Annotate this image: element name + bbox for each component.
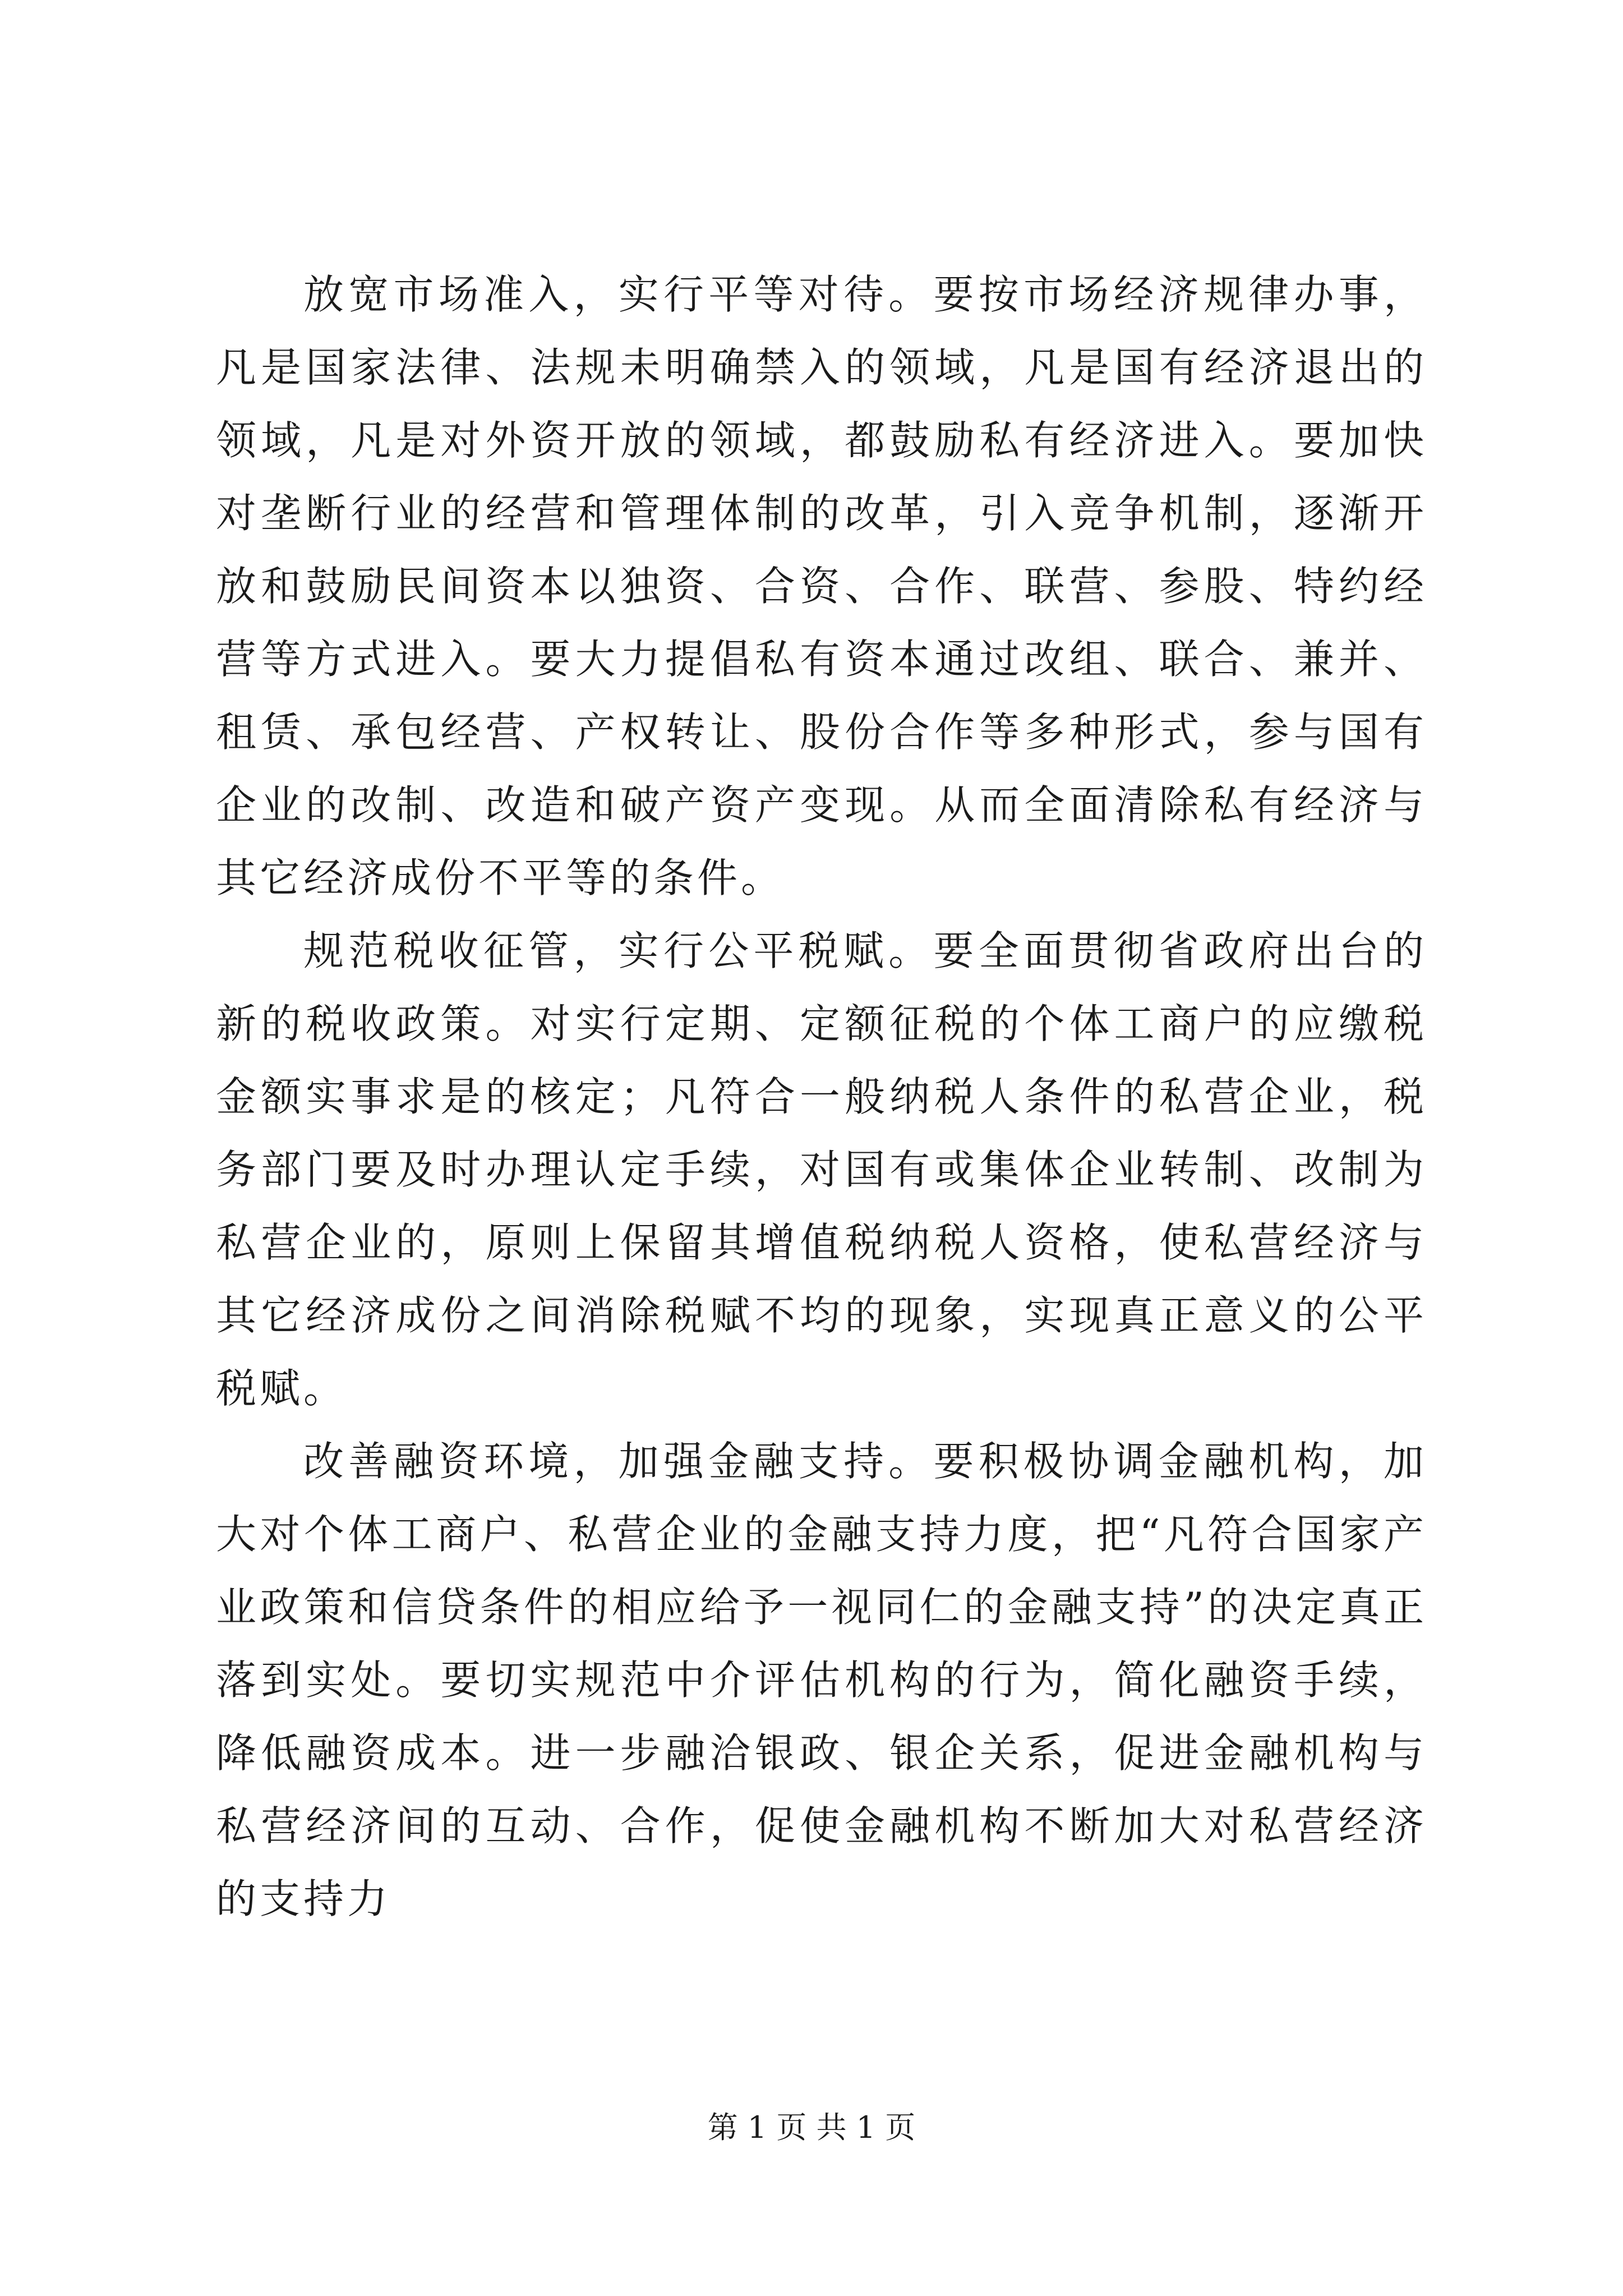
paragraph-market-access: 放宽市场准入，实行平等对待。要按市场经济规律办事，凡是国家法律、法规未明确禁入的领域，凡是国有经济退出的领域，凡是对外资开放的领域，都鼓励私有经济进入。要加快对垄断行业的经营和管理体制的改革，引入竞争机制，逐渐开放和鼓励民间资本以独资、合资、合作、联营、参股、特约经营等方式进入。要大力提倡私有资本通过改组、联合、兼并、租赁、承包经营、产权转让、股份合作等多种形式，参与国有企业的改制、改造和破产资产变现。从而全面清除私有经济与其它经济成份不平等的条件。 [216,271,1427,901]
paragraph-tax-administration: 规范税收征管，实行公平税赋。要全面贯彻省政府出台的新的税收政策。对实行定期、定额征税的个体工商户的应缴税金额实事求是的核定；凡符合一般纳税人条件的私营企业，税务部门要及时办理认定手续，对国有或集体企业转制、改制为私营企业的，原则上保留其增值税纳税人资格，使私营经济与其它经济成份之间消除税赋不均的现象，实现真正意义的公平税赋。 [216,927,1427,1412]
paragraph-financing-environment: 改善融资环境，加强金融支持。要积极协调金融机构，加大对个体工商户、私营企业的金融支持力度，把“凡符合国家产业政策和信贷条件的相应给予一视同仁的金融支持”的决定真正落到实处。要切实规范中介评估机构的行为，简化融资手续，降低融资成本。进一步融洽银政、银企关系，促进金融机构与私营经济间的互动、合作，促使金融机构不断加大对私营经济的支持力 [216,1438,1427,1922]
document-body [216,258,1427,1935]
page-footer: 第 1 页 共 1 页 [707,2110,916,2145]
